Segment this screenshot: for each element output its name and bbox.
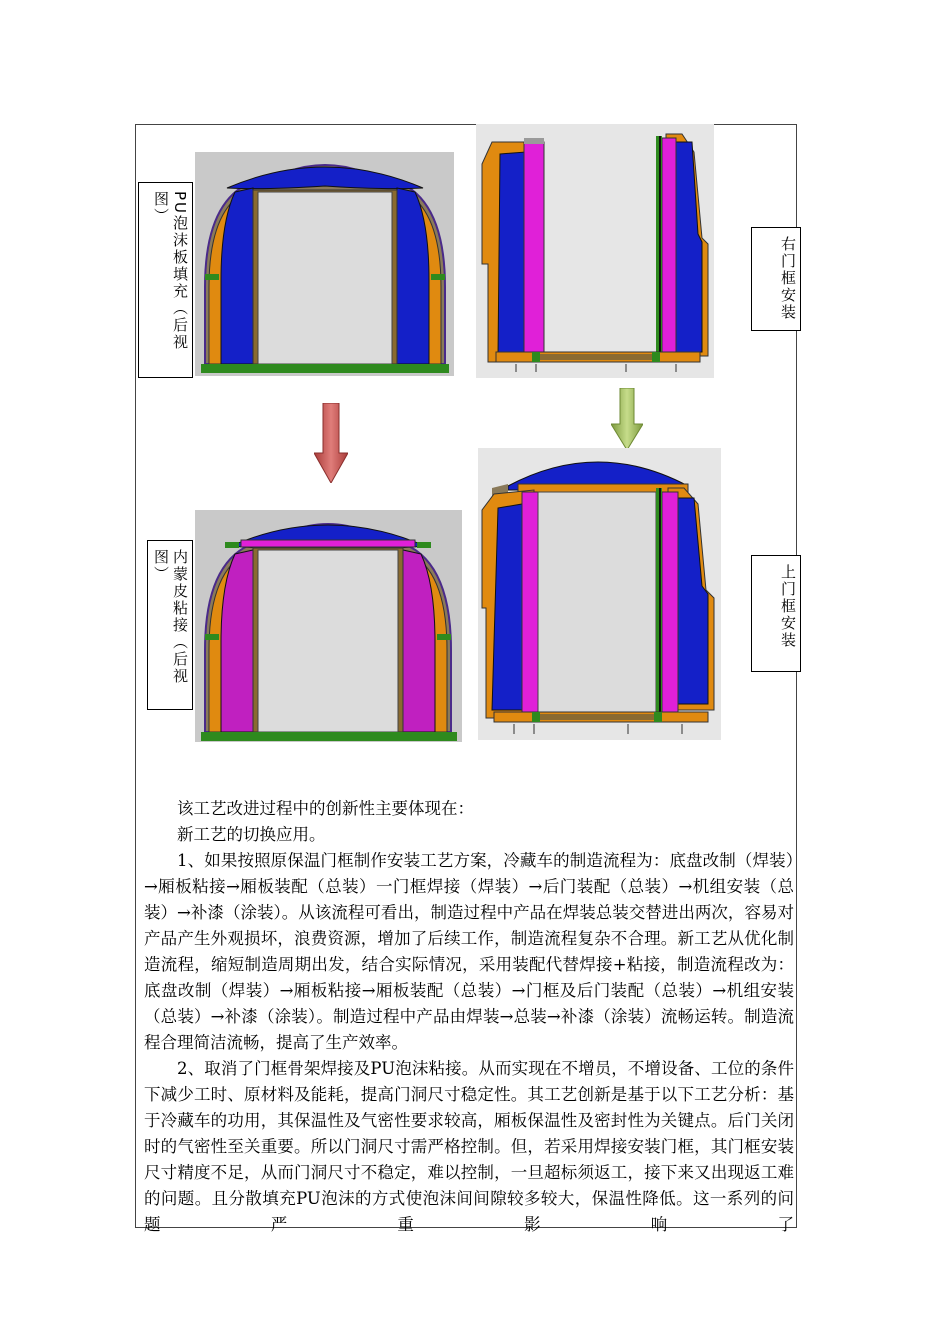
paragraph-subtitle: 新工艺的切换应用。 — [177, 825, 326, 844]
paragraph-intro: 该工艺改进过程中的创新性主要体现在： — [177, 799, 474, 818]
paragraph-2: 2、取消了门框骨架焊接及PU泡沫粘接。从而实现在不增员，不增设备、工位的条件下减少工时、原材料及能耗，提高门洞尺寸稳定性。其工艺创新是基于以下工艺分析：基于冷藏车的功用，其保温性及气密性要求较高，厢板保温性及密封性为关键点。后门关闭时的气密性至关重要。所以门洞尺寸需严格控制。但，若采用焊接安装门框，其门框安装尺寸精度不足，从而门洞尺寸不稳定，难以控制，一旦超标须返工，接下来又出现返工难的问题。且分散填充PU泡沫的方式使泡沫间间隙较多较大，保温性降低。这一系列的问题严重影响了 — [144, 1059, 794, 1234]
figure-right-frame-install — [476, 124, 714, 378]
label-inner-skin: 内蒙皮粘接（后视图） — [147, 540, 193, 710]
figure-inner-skin-rear-view — [195, 510, 462, 742]
paragraph-1: 1、如果按照原保温门框制作安装工艺方案，冷藏车的制造流程为：底盘改制（焊装）→厢板粘接→厢板装配（总装）一门框焊接（焊装）→后门装配（总装）→机组安装（总装）→补漆（涂装）。从该流程可看出，制造过程中产品在焊装总装交替进出两次，容易对产品产生外观损坏，浪费资源，增加了后续工作，制造流程复杂不合理。新工艺从优化制造流程，缩短制造周期出发，结合实际情况，采用装配代替焊接+粘接，制造流程改为：底盘改制（焊装）→厢板粘接→厢板装配（总装）→门框及后门装配（总装）→机组安装（总装）→补漆（涂装）。制造过程中产品由焊装→总装→补漆（涂装）流畅运转。制造流程合理简洁流畅，提高了生产效率。 — [144, 851, 794, 1052]
down-arrow-red-icon — [314, 403, 348, 483]
body-text — [144, 796, 794, 1238]
figure-top-frame-install — [478, 448, 721, 740]
label-pu-foam: PU泡沫板填充（后视图） — [138, 182, 193, 378]
label-right-frame: 右门框安装 — [751, 227, 801, 331]
figure-pu-foam-rear-view — [195, 152, 454, 376]
label-top-frame: 上门框安装 — [751, 555, 801, 672]
down-arrow-green-icon — [611, 388, 643, 450]
